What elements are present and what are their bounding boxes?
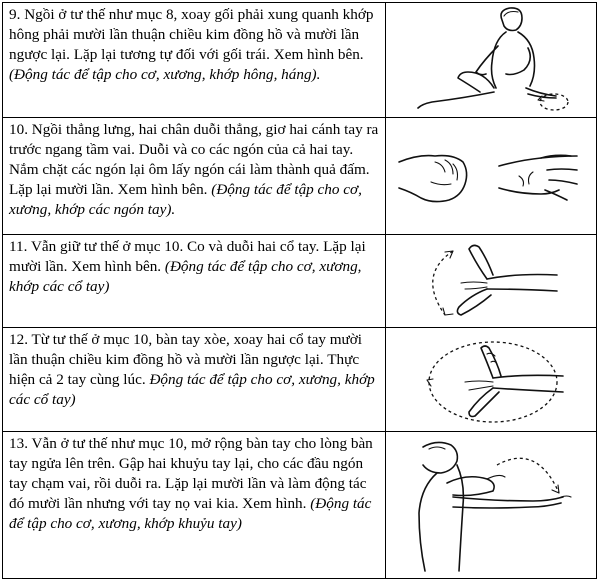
exercise-note: (Động tác để tập cho cơ, xương, khớp hông, háng).	[9, 66, 321, 83]
illustration-cell	[386, 3, 597, 118]
exercise-description	[3, 328, 386, 432]
illustration-cell	[386, 432, 597, 579]
exercise-description	[3, 235, 386, 328]
table-row	[3, 3, 597, 118]
exercise-note: (Động tác để tập cho cơ, xương, khớp các ngón tay).	[9, 181, 362, 218]
exercise-description	[3, 118, 386, 235]
fist-and-open-hand-figure	[391, 136, 591, 216]
exercise-description	[3, 3, 386, 118]
exercise-note: Động tác để tập cho cơ, xương, khớp các cổ tay)	[9, 371, 375, 408]
table-row	[3, 328, 597, 432]
table-row	[3, 235, 597, 328]
wrist-flex-extend-figure	[401, 237, 581, 325]
table-row	[3, 432, 597, 579]
table-row	[3, 118, 597, 235]
wrist-rotation-figure	[401, 332, 581, 428]
illustration-cell	[386, 235, 597, 328]
exercise-text: 11. Vẫn giữ tư thế ở mục 10. Co và duỗi hai cổ tay. Lặp lại mười lần. Xem hình bên.	[9, 238, 366, 275]
exercise-description	[3, 432, 386, 579]
exercise-text: 12. Từ tư thế ở mục 10, bàn tay xòe, xoay hai cổ tay mười lần thuận chiều kim đồng hồ và mười lần ngược lại. Thực hiện cả 2 tay cùng lúc.	[9, 331, 363, 388]
exercise-text: 10. Ngồi thẳng lưng, hai chân duỗi thẳng, giơ hai cánh tay ra trước ngang tầm vai. Duỗi và co các ngón của cả hai tay. Nắm chặt các ngón lại ôm lấy ngón cái làm thành quả đấm. Lặp lại mười lần. Xem hình bên.	[9, 121, 379, 198]
exercise-text: 9. Ngồi ở tư thế như mục 8, xoay gối phải xung quanh khớp hông phải mười lần thuận chiều kim đồng hồ và mười lần ngược lại. Lặp lại tương tự đối với gối trái. Xem hình bên.	[9, 6, 374, 63]
exercise-text: 13. Vẫn ở tư thế như mục 10, mở rộng bàn tay cho lòng bàn tay ngửa lên trên. Gập hai khuỷu tay lại, cho các đầu ngón tay chạm vai, rồi duỗi ra. Lặp lại mười lần và làm động tác đó mười lần nhưng với tay nọ vai kia. Xem hình.	[9, 435, 373, 512]
exercise-table	[2, 2, 597, 579]
sitting-hip-rotation-figure	[406, 6, 576, 114]
illustration-cell	[386, 328, 597, 432]
exercise-note: (Động tác để tập cho cơ, xương, khớp khuỷu tay)	[9, 495, 372, 532]
elbow-bend-figure	[401, 435, 581, 575]
exercise-note: (Động tác để tập cho cơ, xương, khớp các cổ tay)	[9, 258, 362, 295]
illustration-cell	[386, 118, 597, 235]
